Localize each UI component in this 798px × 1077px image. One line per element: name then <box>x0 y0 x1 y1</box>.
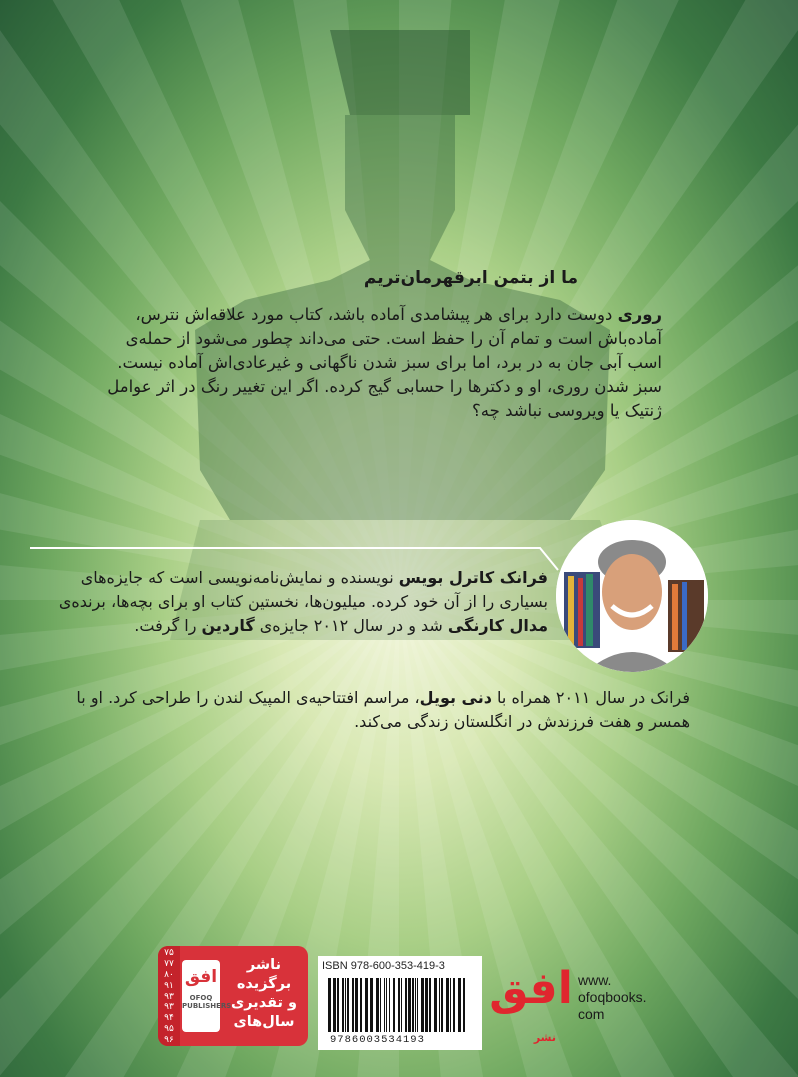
barcode-bar <box>384 978 385 1032</box>
badge-logo <box>182 960 232 1032</box>
badge-text <box>224 956 304 1032</box>
author-bio-paragraph-2 <box>50 686 690 734</box>
author-bio-text-3: را گرفت. <box>134 616 202 635</box>
barcode-digits: 9786003534193 <box>330 1034 425 1046</box>
barcode-bar <box>376 978 379 1032</box>
award-badge <box>158 946 308 1046</box>
badge-line: و تقدیری <box>230 995 298 1011</box>
headline: ما از بتمن ابرقهرمان‌تریم <box>363 268 578 288</box>
barcode-bar <box>347 978 349 1032</box>
barcode-bar <box>355 978 358 1032</box>
badge-year: ۹۵ <box>164 1024 174 1035</box>
badge-years <box>158 946 180 1046</box>
author-bio2-text-1: فرانک در سال ۲۰۱۱ همراه با <box>491 688 690 707</box>
badge-year: ۹۶ <box>164 1035 174 1046</box>
badge-year: ۹۱ <box>164 980 174 991</box>
barcode-bar <box>463 978 465 1032</box>
badge-year: ۹۳ <box>164 991 174 1002</box>
barcode-bar <box>345 978 346 1032</box>
badge-line: برگزیده <box>236 976 292 992</box>
barcode-bar <box>337 978 339 1032</box>
barcode-bar <box>342 978 344 1032</box>
author-name: فرانک کاترل بویس <box>398 568 548 587</box>
barcode-bar <box>415 978 416 1032</box>
barcode-bar <box>439 978 440 1032</box>
publisher-logo <box>486 950 576 1050</box>
barcode-bar <box>441 978 443 1032</box>
author-photo <box>556 520 708 672</box>
publisher-website <box>578 972 688 1023</box>
website-line: ofoqbooks. <box>578 989 647 1005</box>
barcode-bar <box>450 978 451 1032</box>
carnegie-medal: مدال کارنگی <box>447 616 548 635</box>
barcode-bar <box>429 978 431 1032</box>
author-bio-text-1: نویسنده و نمایش‌نامه‌نویسی است که جایزه‌های بسیاری را از آن خود کرده. میلیون‌ها، نخستین کتاب او برای بچه‌ها، برنده‌ی <box>58 568 548 611</box>
barcode-bar <box>446 978 449 1032</box>
barcode-bar <box>398 978 400 1032</box>
author-bio2-text-2: ، مراسم افتتاحیه‌ی المپیک لندن را طراحی کرد. او با همسر و هفت فرزندش در انگلستان زندگی می‌کند. <box>76 688 690 731</box>
isbn-barcode-box <box>318 956 482 1050</box>
isbn-label: ISBN 978-600-353-419-3 <box>322 960 445 972</box>
character-name: روری <box>617 305 662 324</box>
barcode-bar <box>389 978 390 1032</box>
badge-year: ۹۴ <box>164 1013 174 1024</box>
badge-year: ۹۳ <box>164 1002 174 1013</box>
barcode-bar <box>352 978 354 1032</box>
blurb-text: دوست دارد برای هر پیشامدی آماده باشد، کتاب مورد علاقه‌اش نترس، آماده‌باش است و تمام آن را حفظ است. حتی می‌داند چطور می‌شود از حمله‌ی اسب آبی جان به در برد، اما برای سبز شدن ناگهانی و غیرعادی‌اش آماده نیست. سبز شدن روری، او و دکترها را حسابی گیج کرده. اگر این تغییر رنگ در اثر عوامل ژنتیک یا ویروسی نباشد چه؟ <box>107 305 662 420</box>
badge-logo-text: افق <box>184 967 218 987</box>
badge-line: سال‌های <box>233 1014 295 1030</box>
barcode-bar <box>421 978 424 1032</box>
barcode-bar <box>458 978 461 1032</box>
barcode-bar <box>412 978 414 1032</box>
badge-logo-sub: OFOQ PUBLISHERS <box>182 994 232 1010</box>
badge-year: ۷۷ <box>164 958 174 969</box>
barcode-bar <box>333 978 336 1032</box>
collaborator-name: دنی بویل <box>419 688 492 707</box>
author-bio-text-2: شد و در سال ۲۰۱۲ جایزه‌ی <box>254 616 448 635</box>
badge-year: ۸۰ <box>164 969 174 980</box>
barcode-bar <box>393 978 395 1032</box>
barcode-bar <box>360 978 362 1032</box>
publisher-logo-text: افق <box>489 963 573 1014</box>
barcode <box>328 978 472 1034</box>
barcode-bar <box>380 978 381 1032</box>
barcode-bar <box>434 978 437 1032</box>
badge-year: ۷۵ <box>164 948 174 958</box>
barcode-bar <box>408 978 411 1032</box>
barcode-bar <box>405 978 407 1032</box>
barcode-bar <box>453 978 455 1032</box>
badge-line: ناشر <box>246 957 282 973</box>
barcode-bar <box>365 978 368 1032</box>
publisher-logo-sub: نشر <box>533 1031 556 1044</box>
barcode-bar <box>370 978 373 1032</box>
barcode-bar <box>401 978 402 1032</box>
website-line: www. <box>578 972 612 988</box>
barcode-bar <box>386 978 387 1032</box>
author-bio-paragraph <box>28 566 548 638</box>
website-line: com <box>578 1006 605 1022</box>
barcode-bar <box>328 978 331 1032</box>
barcode-bar <box>417 978 418 1032</box>
barcode-bar <box>425 978 428 1032</box>
guardian-award: گاردین <box>201 616 255 635</box>
